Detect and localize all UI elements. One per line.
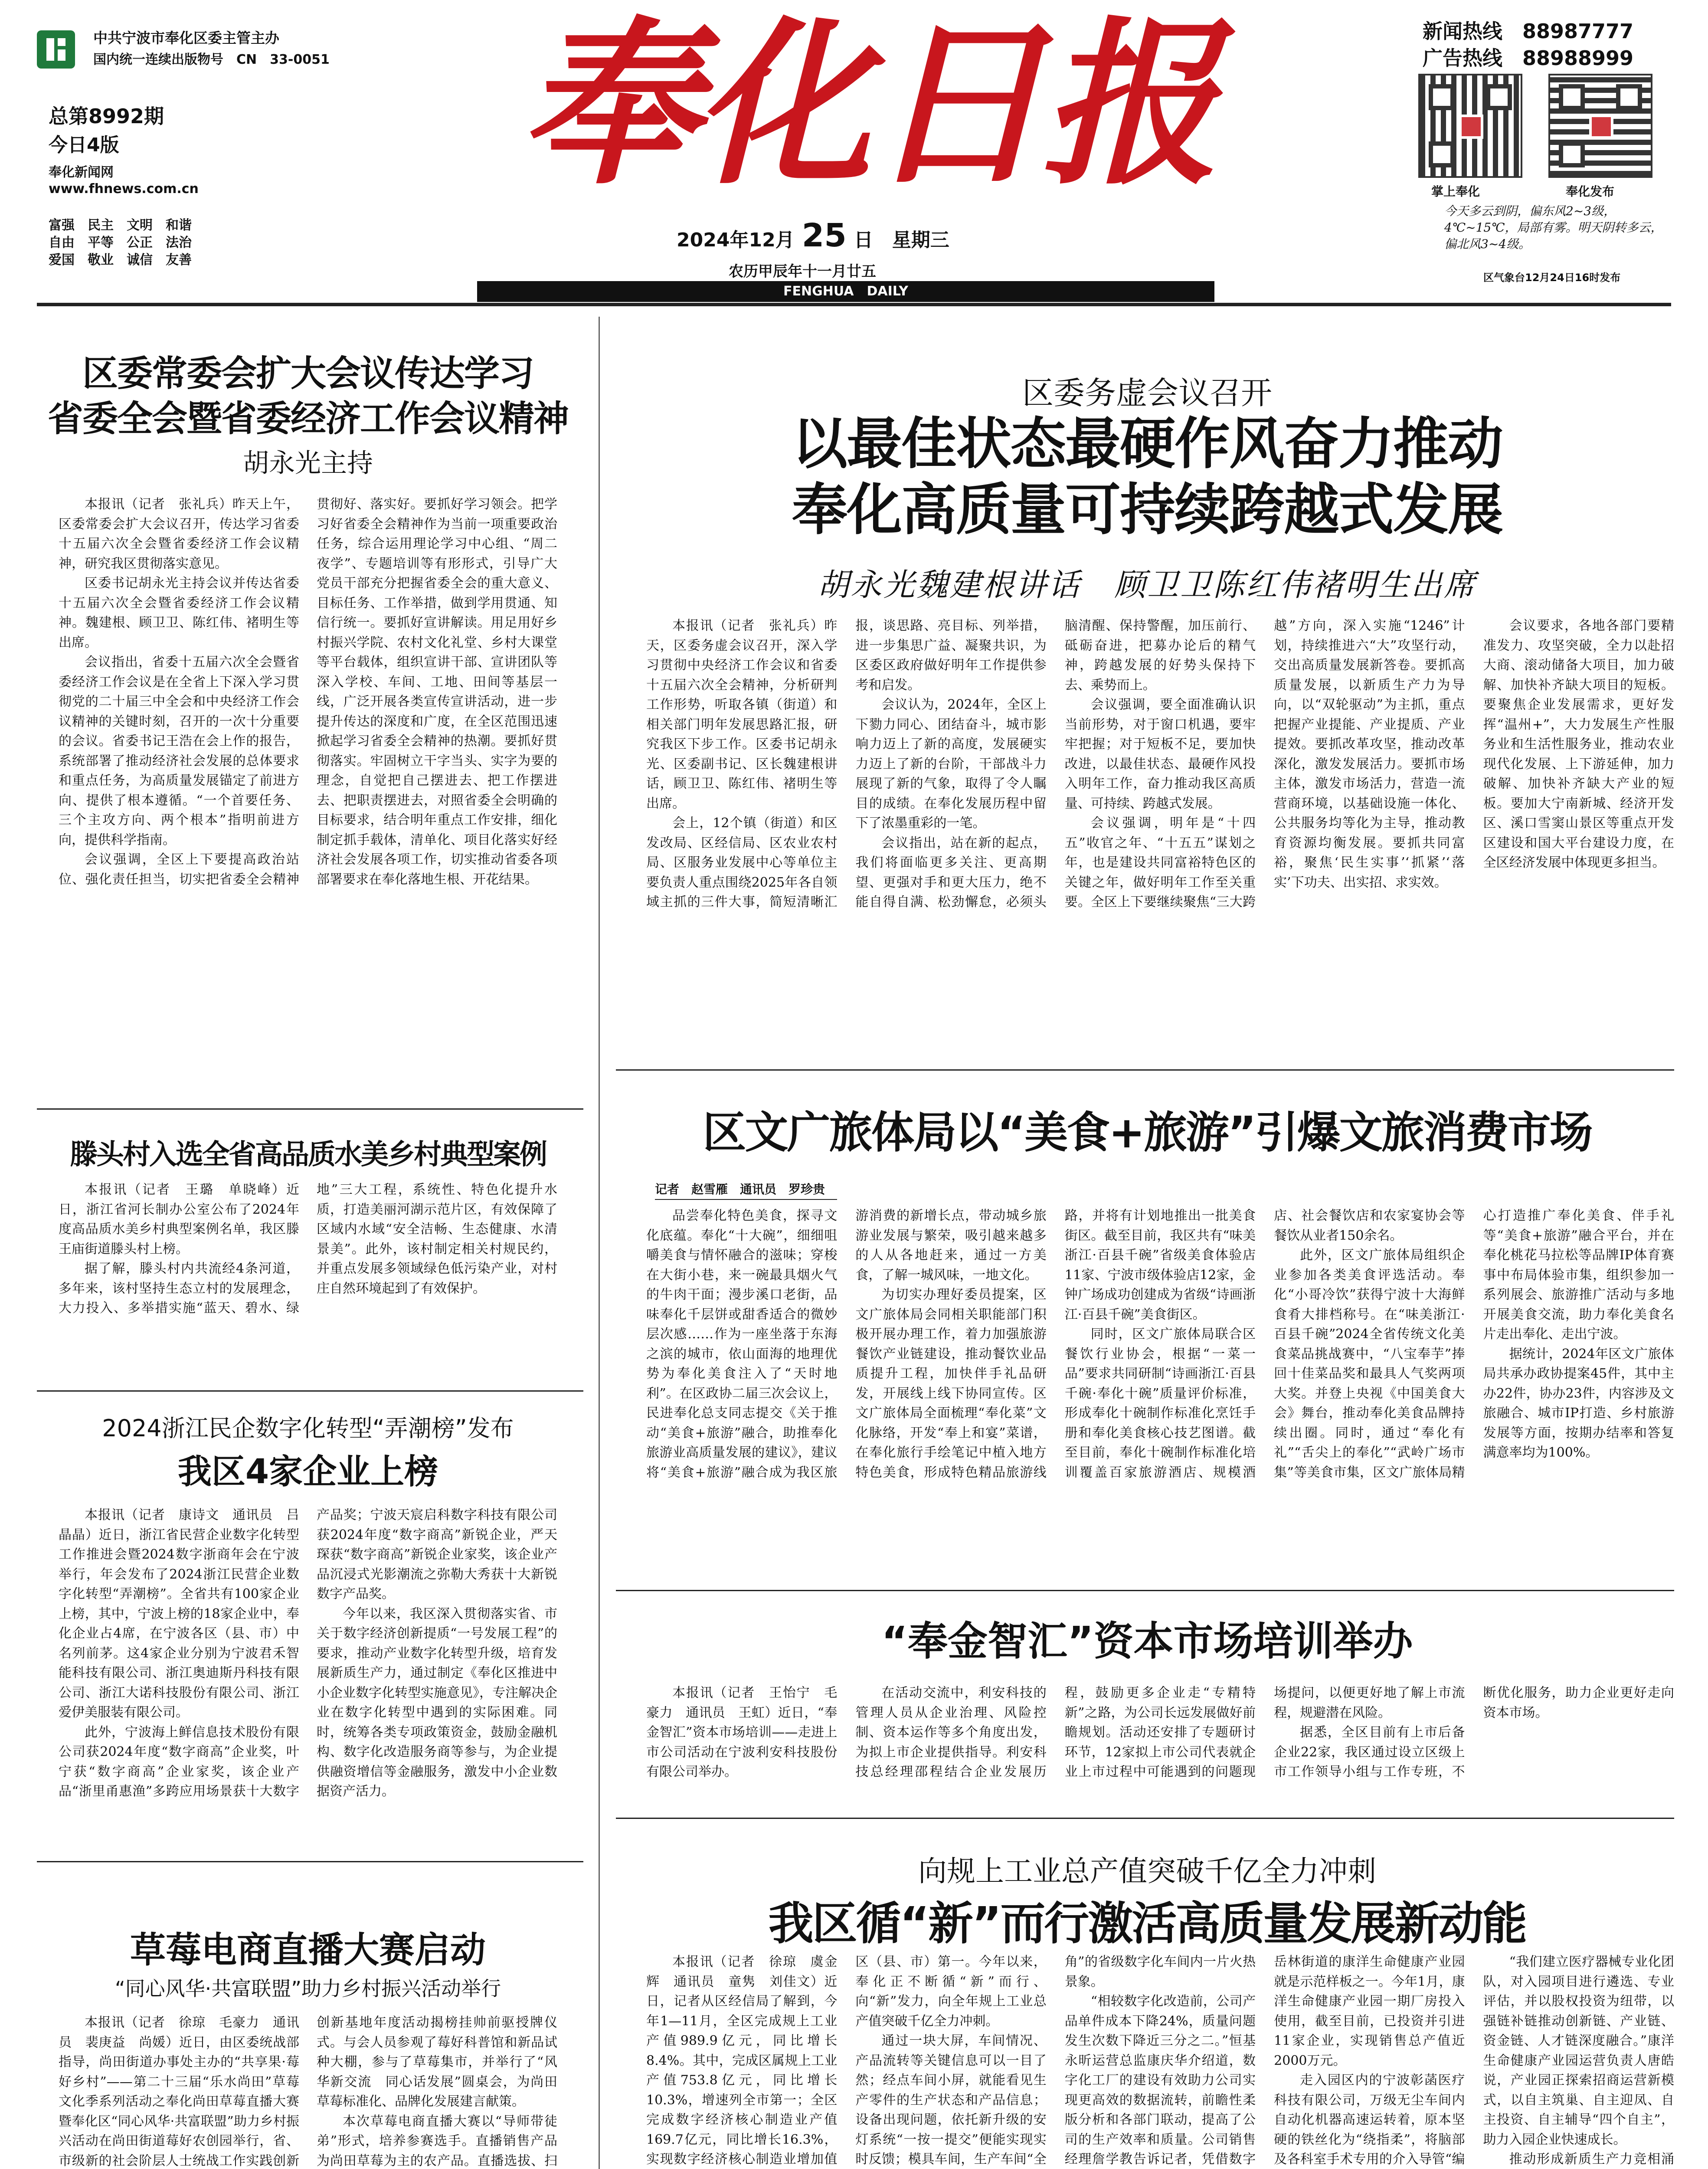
paragraph: 会议强调，要全面准确认识当前形势，对于窗口机遇，要牢牢把握；对于短板不足，要加快改进，以最佳状态、最硬作风投入明年工作，奋力推动我区高质量、可持续、跨越式发展。 bbox=[1064, 697, 1256, 811]
news-hotline bbox=[1423, 16, 1633, 44]
core-values bbox=[49, 217, 239, 269]
paragraph: 走入园区内的宁波彰菡医疗科技有限公司，万级无尘车间内自动化机器高速运转着，原本坚硬的铁丝化为“绕指柔”，将脑部及各科室手术专用的介入导管“编 bbox=[1274, 2073, 1465, 2167]
news-hotline-label: 新闻热线 bbox=[1423, 20, 1502, 43]
article-body bbox=[646, 616, 1674, 1063]
site-url[interactable]: www.fhnews.com.cn bbox=[49, 181, 199, 197]
section-rule bbox=[37, 1390, 583, 1392]
byline: 记者 赵雪雁 通讯员 罗珍贵 bbox=[655, 1180, 837, 1200]
masthead-rule bbox=[37, 303, 1671, 306]
paragraph: 岳林街道的康洋生命健康产业园就是示范样板之一。今年1月，康洋生命健康产业园一期厂房投入使用，截至目前，已投资并引进11家企业，实现销售总产值近2000万元。 bbox=[1274, 1954, 1465, 2068]
values-line: 自由 平等 公正 法治 bbox=[49, 235, 192, 250]
paragraph: 在活动交流中，利安科技的管理人员从企业治理、风险控制、资本运作等多个角度出发，为拟上市企业提供指导。利安科技总经理邵程结合企业发展历程，鼓励更多企业走“专精特新”之路，为公司长远发展做好前瞻规划。活动还安排了专题研讨环节，12家拟上市公司代表就企业上市过程中可能遇到的问题现场提问，以便更好地了解上市流程，规避潜在风险。 bbox=[855, 1685, 1465, 1779]
paragraph: “我们建立医疗器械专业化团队，对入园项目进行遴选、专业评估，并以股权投资为纽带，以强链补链推动创新链、产业链、资金链、人才链深度融合。”康洋生命健康产业园运营负责人唐皓说，产业园正探索招商运营新模式，以自主筑巢、自主迎凤、自主投资、自主辅导“四个自主”，助力入园企业快速成长。 bbox=[1483, 1954, 1674, 2147]
issue-date-row bbox=[677, 217, 1024, 254]
issue-date: 2024年12月 bbox=[677, 229, 795, 251]
article-body bbox=[59, 1505, 557, 1852]
article-body bbox=[59, 2013, 557, 2169]
kicker: 向规上工业总产值突破千亿全力冲刺 bbox=[918, 1854, 1376, 1888]
article-a1 bbox=[37, 312, 579, 1106]
paragraph: 据悉，全区目前有上市后备企业22家，我区通过设立区级上市工作领导小组与工作专班，不断优化服务，助力企业更好走向资本市场。 bbox=[1274, 1685, 1674, 1779]
article-body bbox=[646, 1683, 1674, 1809]
paragraph: 本报讯（记者 康诗文 通讯员 吕晶晶）近日，浙江省民营企业数字化转型工作推进会暨2024数字浙商年会在宁波举行，年会发布了2024浙江民营企业数字化转型“弄潮榜”。全省共有100家企业上榜，其中，宁波上榜的18家企业中，奉化企业占4席，在宁波各区（县、市）中名列前茅。这4家企业分别为宁波君禾智能科技有限公司、浙江奥迪斯丹科技有限公司、浙江大诺科技股份有限公司、浙江爱伊美服装有限公司。 bbox=[59, 1507, 299, 1720]
ad-hotline-label: 广告热线 bbox=[1423, 46, 1502, 70]
cn-number: 国内统一连续出版物号 CN 33-0051 bbox=[93, 52, 330, 67]
section-rule bbox=[616, 1818, 1674, 1819]
paragraph: 会议认为，2024年，全区上下勠力同心、团结奋斗，城市影响力迈上了新的高度，发展硬实力迈上了新的台阶，干部战斗力展现了新的气象，取得了令人瞩目的成绩。在奉化发展历程中留下了浓墨重彩的一笔。 bbox=[855, 697, 1047, 831]
article-a2 bbox=[620, 312, 1674, 1067]
paragraph: 本报讯（记者 王璐 单晓峰）近日，浙江省河长制办公室公布了2024年度高品质水美乡村典型案例名单，我区滕王庙街道滕头村上榜。 bbox=[59, 1182, 299, 1257]
headline-line: 奉化高质量可持续跨越式发展 bbox=[792, 478, 1502, 542]
paragraph: 会议指出，站在新的起点，我们将面临更多关注、更高期望、更强对手和更大压力，绝不能自得自满、松劲懈怠，必须头脑清醒、保持警醒，加压前行、砥砺奋进，把募办论后的精气神，跨越发展的好势头保持下去、乘势而上。 bbox=[855, 618, 1256, 910]
headline: 滕头村入选全省高品质水美乡村典型案例 bbox=[70, 1139, 546, 1171]
article-a4 bbox=[37, 1401, 579, 1857]
article-a6 bbox=[620, 1076, 1674, 1588]
paragraph: 品尝奉化特色美食，探寻文化底蕴。奉化“十大碗”，细细咀嚼美食与情怀融合的滋味；穿梭在大街小巷，来一碗最具烟火气的牛肉干面；漫步溪口老街，品味奉化千层饼或甜香适合的微妙层次感……作为一座坐落于东海之滨的城市，依山面海的地理优势为奉化美食注入了“天时地利”。在区政协二届三次会议上，民进奉化总支同志提交《关于推动“美食+旅游”融合，助推奉化旅游业高质量发展的建议》，建议将“美食+旅游”融合成为我区旅游消费的新增长点，带动城乡旅游业发展与繁荣，吸引越来越多的人从各地赶来，通过一方美食，了解一城风味，一地文化。 bbox=[646, 1208, 1047, 1480]
paragraph: 推动形成新质生产力竞相涌 bbox=[1509, 2152, 1674, 2167]
article-a7 bbox=[620, 1596, 1674, 1813]
ad-hotline-number: 88988999 bbox=[1522, 46, 1634, 70]
qr-label: 掌上奉化 bbox=[1431, 184, 1480, 199]
lunar-date: 农历甲辰年十一月廿五 bbox=[729, 263, 876, 280]
section-rule bbox=[616, 1069, 1674, 1071]
values-line: 爱国 敬业 诚信 友善 bbox=[49, 252, 192, 268]
ad-hotline bbox=[1423, 43, 1633, 71]
subheadline: “同心风华·共富联盟”助力乡村振兴活动举行 bbox=[115, 1977, 501, 2000]
paragraph: 本报讯（记者 徐琼 毛豪力 通讯员 裴庚益 尚媛）近日，由区委统战部指导，尚田街道办事处主办的“共享果·莓好乡村”——第二十三届“乐水尚田”草莓文化季系列活动之奉化尚田草莓直播大赛暨奉化区“同心风华·共富联盟”助力乡村振兴活动在尚田街道莓好农创园举行，省、市级新的社会阶层人士统战工作实践创新 bbox=[59, 2015, 299, 2169]
issue-day: 25 bbox=[802, 217, 847, 254]
paragraph: 区委书记胡永光主持会议并传达省委十五届六次全会暨省委经济工作会议精神。魏建根、顾卫卫、陈红伟、褚明生等出席。 bbox=[59, 576, 299, 650]
paragraph: 据了解，滕头村内共流经4条河道，多年来，该村坚持生态立村的发展理念，大力投入、多举措实施“蓝天、碧水、绿地”三大工程，系统性、特色化提升水质，打造美丽河湖示范片区，有效保障了区域内水域“安全洁畅、生态健康、水清景美”。此外，该村制定相关村规民约，并重点发展多领域绿色低污染产业，对村庄自然环境起到了有效保护。 bbox=[59, 1182, 557, 1316]
weather-source: 区气象台12月24日16时发布 bbox=[1483, 272, 1621, 284]
paragraph: 本报讯（记者 张礼兵）昨天，区委务虚会议召开，深入学习贯彻中央经济工作会议和省委十五届六次全会精神，分析研判工作形势，听取各镇（街道）和相关部门明年发展思路汇报，研究我区下步工作。区委书记胡永光、区委副书记、区长魏建根讲话，顾卫卫、陈红伟、褚明生等出席。 bbox=[646, 618, 838, 811]
newspaper-title: 奉化日报 bbox=[520, 0, 1214, 209]
kicker: 2024浙江民企数字化转型“弄潮榜”发布 bbox=[102, 1415, 514, 1442]
section-rule bbox=[616, 1590, 1674, 1591]
headline bbox=[37, 351, 579, 442]
issue-pages: 今日4版 bbox=[49, 134, 119, 156]
sponsor-line: 中共宁波市奉化区委主管主办 bbox=[93, 29, 279, 46]
article-body bbox=[59, 1180, 557, 1384]
paragraph: 为切实办理好委员提案，区文广旅体局会同相关职能部门积极开展办理工作，着力加强旅游餐饮产业链建设，推动餐饮业品质提升工程，加快伴手礼品研发，开展线上线下协同宣传。区文广旅体局全面梳理“奉化菜”文化脉络，开发“奉上和宴”菜谱，在奉化旅行手绘笔记中植入地方特色美食，形成特色精品旅游线路，并将有计划地推出一批美食街区。截至目前，我区共有“味美浙江·百县千碗”省级美食体验店11家、宁波市级体验店12家，金钟广场成功创建成为省级“诗画浙江·百县千碗”美食街区。 bbox=[855, 1208, 1256, 1480]
paragraph: 本报讯（记者 徐琼 虞金辉 通讯员 童隽 刘佳文）近日，记者从区经信局了解到，今年1—11月，全区完成规上工业产值989.9亿元，同比增长8.4%。其中，完成区属规上工业产值753.8亿元，同比增长10.3%，增速列全市第一；全区完成数字经济核心制造业产值169.7亿元，同比增长16.3%，实现数字经济核心制造业增加值 区（县、市）第一。今年以来，奉化正不断循“新”而行、向“新”发力，向全年规上工业总产值突破千亿全力冲刺。 bbox=[646, 1954, 1047, 2167]
article-a5 bbox=[37, 1870, 579, 2169]
values-line: 富强 民主 文明 和谐 bbox=[49, 218, 192, 233]
paragraph: 本报讯（记者 张礼兵）昨天上午，区委常委会扩大会议召开，传达学习省委十五届六次全会暨省委经济工作会议精神，研究我区贯彻落实意见。 bbox=[59, 497, 299, 571]
section-rule bbox=[37, 1108, 583, 1110]
paragraph: 会议指出，省委十五届六次全会暨省委经济工作会议是在全省上下深入学习贯彻党的二十届三中全会和中央经济工作会议精神的关键时刻，召开的一次十分重要的会议。省委书记王浩在会上作的报告，系统部署了推动经济社会发展的总体要求和重点任务，为高质量发展锚定了前进方向、提供了根本遵循。“一个首要任务、三个主攻方向、两个根本”指明前进方向，提供科学指南。 bbox=[59, 655, 299, 848]
headline-line: 以最佳状态最硬作风奋力推动 bbox=[792, 412, 1502, 476]
paragraph: 会议强调，全区上下要提高政治站位、强化责任担当，切实把省委全会精神贯彻好、落实好。要抓好学习领会。把学习好省委全会精神作为当前一项重要政治任务，综合运用理论学习中心组、“周二夜学”、专题培训等有形形式，引导广大党员干部充分把握省委全会的重大意义、目标任务、工作举措，做到学用贯通、知信行统一。要抓好宣讲解读。用足用好乡村振兴学院、农村文化礼堂、乡村大课堂等平台载体，组织宣讲干部、宣讲团队等深入学校、车间、工地、田间等基层一线，广泛开展各类宣传宣讲活动，进一步提升传达的深度和广度，在全区范围迅速掀起学习省委全会精神的热潮。要抓好贯彻落实。牢固树立干字当头、实字为要的理念，自觉把自己摆进去、把工作摆进去、把职责摆进去，对照省委全会明确的目标要求，结合明年重点工作安排，细化制定抓手载体，清单化、项目化落实好经济社会发展各项工作，切实推动省委各项部署要求在奉化落地生根、开花结果。 bbox=[59, 497, 557, 887]
paragraph: 本报讯（记者 王怡宁 毛豪力 通讯员 王虹）近日，“奉金智汇”资本市场培训——走进上市公司活动在宁波利安科技股份有限公司举办。 bbox=[646, 1685, 838, 1779]
paragraph: 会议要求，各地各部门要精准发力、攻坚突破，全力以赴招大商、滚动储备大项目，加力破解、加快补齐缺大项目的短板。要聚焦企业发展需求，更好发挥“温州+”，大力发展生产性服务业和生活性服务业，推动农业现代化发展、上下游延伸，加力破解、加快补齐缺大产业的短板。要加大宁南新城、经济开发区、溪口雪窦山景区等重点开发区建设和国大平台建设力度，在全区经济发展中体现更多担当。 bbox=[1483, 618, 1674, 870]
headline: 草莓电商直播大赛启动 bbox=[130, 1930, 486, 1971]
masthead bbox=[0, 0, 1708, 304]
site-name: 奉化新闻网 bbox=[49, 165, 114, 180]
pinyin-bar bbox=[477, 281, 1214, 302]
paragraph: “相较数字化改造前，公司产品单件成本下降24%，质量问题发生次数下降近三分之二。”恒基永昕运营总监康庆华介绍道，数字化工厂的建设有效助力公司实现更高效的数据流转，前瞻性柔版分析和各部门联动，提高了公司的生产效率和质量。公司销售经理詹学教告诉记者，凭借数字 bbox=[1064, 1994, 1256, 2167]
article-a3 bbox=[37, 1119, 579, 1388]
headline-line: 省委全会暨省委经济工作会议精神 bbox=[47, 398, 568, 439]
subheadline: 胡永光魏建根讲话 顾卫卫陈红伟褚明生出席 bbox=[817, 567, 1477, 603]
paragraph: 本次草莓电商直播大赛以“导师带徒弟”形式，培养参赛选手。直播销售产品为尚田草莓为主的农产品。直播选拔、扫 bbox=[317, 2113, 557, 2169]
headline: 我区4家企业上榜 bbox=[177, 1452, 438, 1491]
paragraph: 据统计，2024年区文广旅体局共承办政协提案45件，其中主办22件，协办23件，内容涉及文旅融合、城市IP打造、乡村旅游发展等方面，按期办结率和答复满意率均为100%。 bbox=[1483, 1346, 1674, 1460]
qr-code-icon[interactable] bbox=[1418, 74, 1522, 178]
column-rule bbox=[599, 317, 600, 2169]
article-body bbox=[646, 1952, 1674, 2169]
paragraph: 创新基地年度活动揭榜挂帅前驱授牌仪式。与会人员参观了莓好科普馆和新品试种大棚，参与了草莓集市，并举行了“风华新交流 同心话发展”圆桌会，为尚田草莓标准化、品牌化发展建言献策。 bbox=[317, 2015, 557, 2109]
paragraph: 会议强调，明年是“十四五”收官之年、“十五五”谋划之年，也是建设共同富裕特色区的关键之年，做好明年工作至关重要。全区上下要继续聚焦“三大跨越”方向，深入实施“1246”计划，持续推进六“大”攻坚行动，交出高质量发展新答卷。要抓高质量发展，以新质生产力为导向，以“双轮驱动”为主抓，重点把握产业提能、产业提质、产业提效。要抓改革攻坚，推动改革深化，激发发展活力。要抓市场主体，激发市场活力，营造一流营商环境，以基础设施一体化、公共服务均等化为主导，推动教育资源均衡发展。要抓共同富裕，聚焦‘民生实事’‘抓紧’‘落实’下功夫、出实招、求实效。 bbox=[1064, 618, 1465, 910]
subheadline: 胡永光主持 bbox=[243, 448, 373, 478]
issue-total: 总第8992期 bbox=[49, 105, 164, 128]
headline-line: 区委常委会扩大会议传达学习 bbox=[82, 353, 533, 394]
issue-weekday: 日 星期三 bbox=[854, 229, 949, 251]
paragraph: 此外，宁波海上鲜信息技术股份有限公司获2024年度“数字商高”企业奖，叶宁获“数字商高”企业家奖，该企业产品“浙里甬惠渔”多跨应用场景获十大数字产品奖；宁波天宸启科数字科技有限公司获2024年度“数字商高”新锐企业，严天琛获“数字商高”新锐企业家奖，该企业产品沉浸式光影潮流之弥勒大秀获十大新锐数字产品奖。 bbox=[59, 1507, 557, 1799]
pinyin-title: FENGHUA DAILY bbox=[783, 284, 908, 299]
qr-label: 奉化发布 bbox=[1566, 184, 1615, 199]
headline bbox=[620, 411, 1674, 543]
newspaper-logo-icon bbox=[37, 30, 75, 69]
news-hotline-number: 88987777 bbox=[1522, 20, 1634, 43]
article-body bbox=[59, 495, 557, 1102]
paragraph: 通过一块大屏，车间情况、产品流转等关键信息可以一目了然；经点车间小屏，就能看见生产零件的生产状态和产品信息；设备出现问题，依托新升级的安灯系统“一按一提交”便能实现实时反馈；模具车间，生产车间“全 角”的省级数字化车间内一片火热景象。 bbox=[855, 1954, 1256, 2167]
headline: “奉金智汇”资本市场培训举办 bbox=[881, 1618, 1413, 1664]
article-body bbox=[646, 1206, 1674, 1583]
paragraph: 会上，12个镇（街道）和区发改局、区经信局、区农业农村局、区服务业发展中心等单位主要负责人重点围绕2025年各自领域主抓的三件大事，简短清晰汇报，谈思路、亮目标、列举措，进一步集思广益、凝聚共识，为区委区政府做好明年工作提供参考和启发。 bbox=[646, 618, 1047, 910]
article-a8 bbox=[620, 1822, 1674, 2169]
kicker: 区委务虚会议召开 bbox=[1022, 375, 1272, 411]
weather-text: 今天多云到阴，偏东风2~3级，4℃~15℃，局部有雾。明天阴转多云，偏北风3~4级。 bbox=[1444, 204, 1663, 251]
qr-code-icon[interactable] bbox=[1548, 74, 1652, 178]
headline: 区文广旅体局以“美食+旅游”引爆文旅消费市场 bbox=[703, 1107, 1592, 1158]
headline: 我区循“新”而行激活高质量发展新动能 bbox=[768, 1897, 1526, 1950]
section-rule bbox=[37, 1861, 583, 1862]
paragraph: 今年以来，我区深入贯彻落实省、市关于数字经济创新提质“一号发展工程”的要求，推动产业数字化转型升级，培育发展新质生产力，通过制定《奉化区推进中小企业数字化转型实施意见》，专注解决企业在数字化转型中遇到的实际困难。同时，统筹各类专项政策资金，鼓励金融机构、数字化改造服务商等参与，为企业提供融资增信等金融服务，激发中小企业数据资产活力。 bbox=[317, 1606, 557, 1799]
paragraph: 此外，区文广旅体局组织企业参加各类美食评选活动。奉化“小哥冷饮”获得宁波十大海鲜食肴大排档称号。在“味美浙江·百县千碗”2024全省传统文化美食菜品挑战赛中，“八宝奉芋”捧回十佳菜品奖和最具人气奖两项大奖。并登上央视《中国美食大会》舞台，推动奉化美食品牌持续出圈。同时，通过“奉化有礼”“舌尖上的奉化”“武岭广场市集”等美食市集，区文广旅体局精心打造推广奉化美食、伴手礼等“美食+旅游”融合平台，并在奉化桃花马拉松等品牌IP体育赛事中布局体验市集，组织参加一系列展会、旅游推广活动与多地开展美食交流，助力奉化美食名片走出奉化、走出宁波。 bbox=[1274, 1208, 1674, 1480]
paragraph: 同时，区文广旅体局联合区餐饮行业协会，根据“一菜一品”要求共同研制“诗画浙江·百县千碗·奉化十碗”质量评价标准，形成奉化十碗制作标准化烹饪手册和奉化美食核心技艺图谱。截至目前，奉化十碗制作标准化培训覆盖百家旅游酒店、规模酒店、社会餐饮店和农家宴协会等餐饮从业者150余名。 bbox=[1064, 1208, 1465, 1480]
